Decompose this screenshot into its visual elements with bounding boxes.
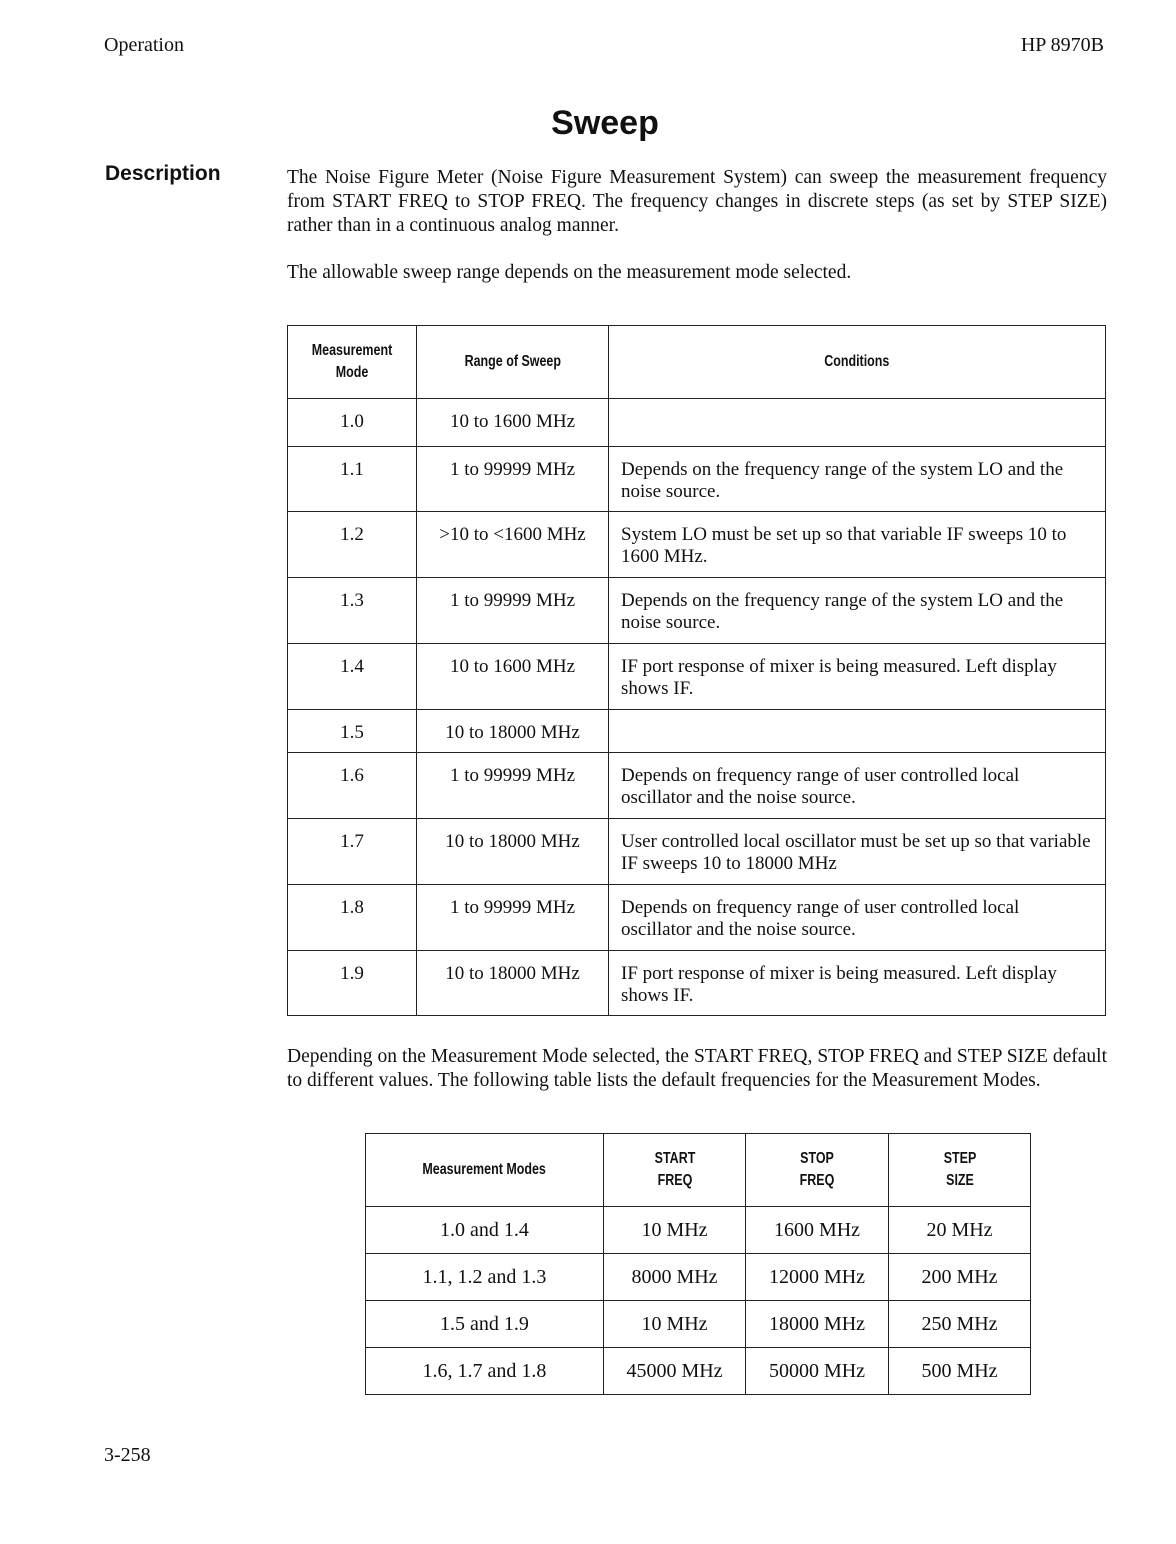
conditions-cell [609,399,1106,447]
table-row [288,512,1106,578]
conditions-cell: Depends on the frequency range of the system LO and the noise source. [609,578,1106,644]
column-header: Measurement Mode [288,326,417,399]
page-number: 3-258 [104,1444,151,1466]
conditions-cell: Depends on frequency range of user controlled local oscillator and the noise source. [609,885,1106,951]
mode-cell: 1.5 [288,710,417,753]
table-row [288,578,1106,644]
column-header: STEP SIZE [889,1134,1031,1207]
range-cell: >10 to <1600 MHz [417,512,609,578]
range-cell: 10 to 18000 MHz [417,819,609,885]
table-row [366,1301,1031,1348]
conditions-cell: IF port response of mixer is being measured. Left display shows IF. [609,644,1106,710]
mode-cell: 1.0 [288,399,417,447]
stop-freq-cell: 1600 MHz [746,1207,889,1254]
conditions-cell: Depends on the frequency range of the system LO and the noise source. [609,447,1106,512]
mode-cell: 1.3 [288,578,417,644]
step-size-cell: 20 MHz [889,1207,1031,1254]
modes-cell: 1.6, 1.7 and 1.8 [366,1348,604,1395]
table-row [366,1254,1031,1301]
start-freq-cell: 45000 MHz [604,1348,746,1395]
page-title: Sweep [551,104,659,142]
table-row [288,710,1106,753]
conditions-cell: User controlled local oscillator must be set up so that variable IF sweeps 10 to 18000 MHz [609,819,1106,885]
table-row [288,753,1106,819]
table-row [288,819,1106,885]
mode-cell: 1.9 [288,951,417,1016]
modes-cell: 1.5 and 1.9 [366,1301,604,1348]
table-row [288,447,1106,512]
range-cell: 1 to 99999 MHz [417,885,609,951]
mode-cell: 1.1 [288,447,417,512]
modes-cell: 1.1, 1.2 and 1.3 [366,1254,604,1301]
mode-cell: 1.2 [288,512,417,578]
mode-cell: 1.4 [288,644,417,710]
mode-cell: 1.8 [288,885,417,951]
start-freq-cell: 8000 MHz [604,1254,746,1301]
paragraph: The allowable sweep range depends on the measurement mode selected. [287,262,852,283]
column-header: Measurement Modes [366,1134,604,1207]
paragraph: The Noise Figure Meter (Noise Figure Measurement System) can sweep the measurement frequency from START FREQ to STOP FREQ. The frequency changes in discrete steps (as set by STEP SIZE) rather than in a continuous analog manner. [287,167,1107,236]
conditions-cell: Depends on frequency range of user controlled local oscillator and the noise source. [609,753,1106,819]
default-frequencies-table [365,1133,1031,1395]
table-row [288,399,1106,447]
mode-cell: 1.6 [288,753,417,819]
conditions-cell [609,710,1106,753]
start-freq-cell: 10 MHz [604,1207,746,1254]
column-header: Conditions [609,326,1106,399]
stop-freq-cell: 50000 MHz [746,1348,889,1395]
step-size-cell: 250 MHz [889,1301,1031,1348]
sweep-range-table [287,325,1106,1016]
stop-freq-cell: 12000 MHz [746,1254,889,1301]
step-size-cell: 500 MHz [889,1348,1031,1395]
stop-freq-cell: 18000 MHz [746,1301,889,1348]
range-cell: 10 to 1600 MHz [417,399,609,447]
table-row [366,1348,1031,1395]
running-header-right: HP 8970B [1020,34,1104,56]
paragraph: Depending on the Measurement Mode selected, the START FREQ, STOP FREQ and STEP SIZE default to different values. The following table lists the default frequencies for the Measurement Modes. [287,1046,1107,1091]
range-cell: 10 to 18000 MHz [417,710,609,753]
start-freq-cell: 10 MHz [604,1301,746,1348]
table-row [288,951,1106,1016]
running-header-left: Operation [104,34,184,56]
range-cell: 1 to 99999 MHz [417,447,609,512]
table-row [288,885,1106,951]
table-row [288,644,1106,710]
column-header: STOP FREQ [746,1134,889,1207]
range-cell: 1 to 99999 MHz [417,753,609,819]
table-row [366,1207,1031,1254]
conditions-cell: System LO must be set up so that variable IF sweeps 10 to 1600 MHz. [609,512,1106,578]
modes-cell: 1.0 and 1.4 [366,1207,604,1254]
conditions-cell: IF port response of mixer is being measured. Left display shows IF. [609,951,1106,1016]
step-size-cell: 200 MHz [889,1254,1031,1301]
mode-cell: 1.7 [288,819,417,885]
column-header: Range of Sweep [417,326,609,399]
side-heading: Description [105,162,221,185]
range-cell: 10 to 1600 MHz [417,644,609,710]
range-cell: 10 to 18000 MHz [417,951,609,1016]
column-header: START FREQ [604,1134,746,1207]
range-cell: 1 to 99999 MHz [417,578,609,644]
